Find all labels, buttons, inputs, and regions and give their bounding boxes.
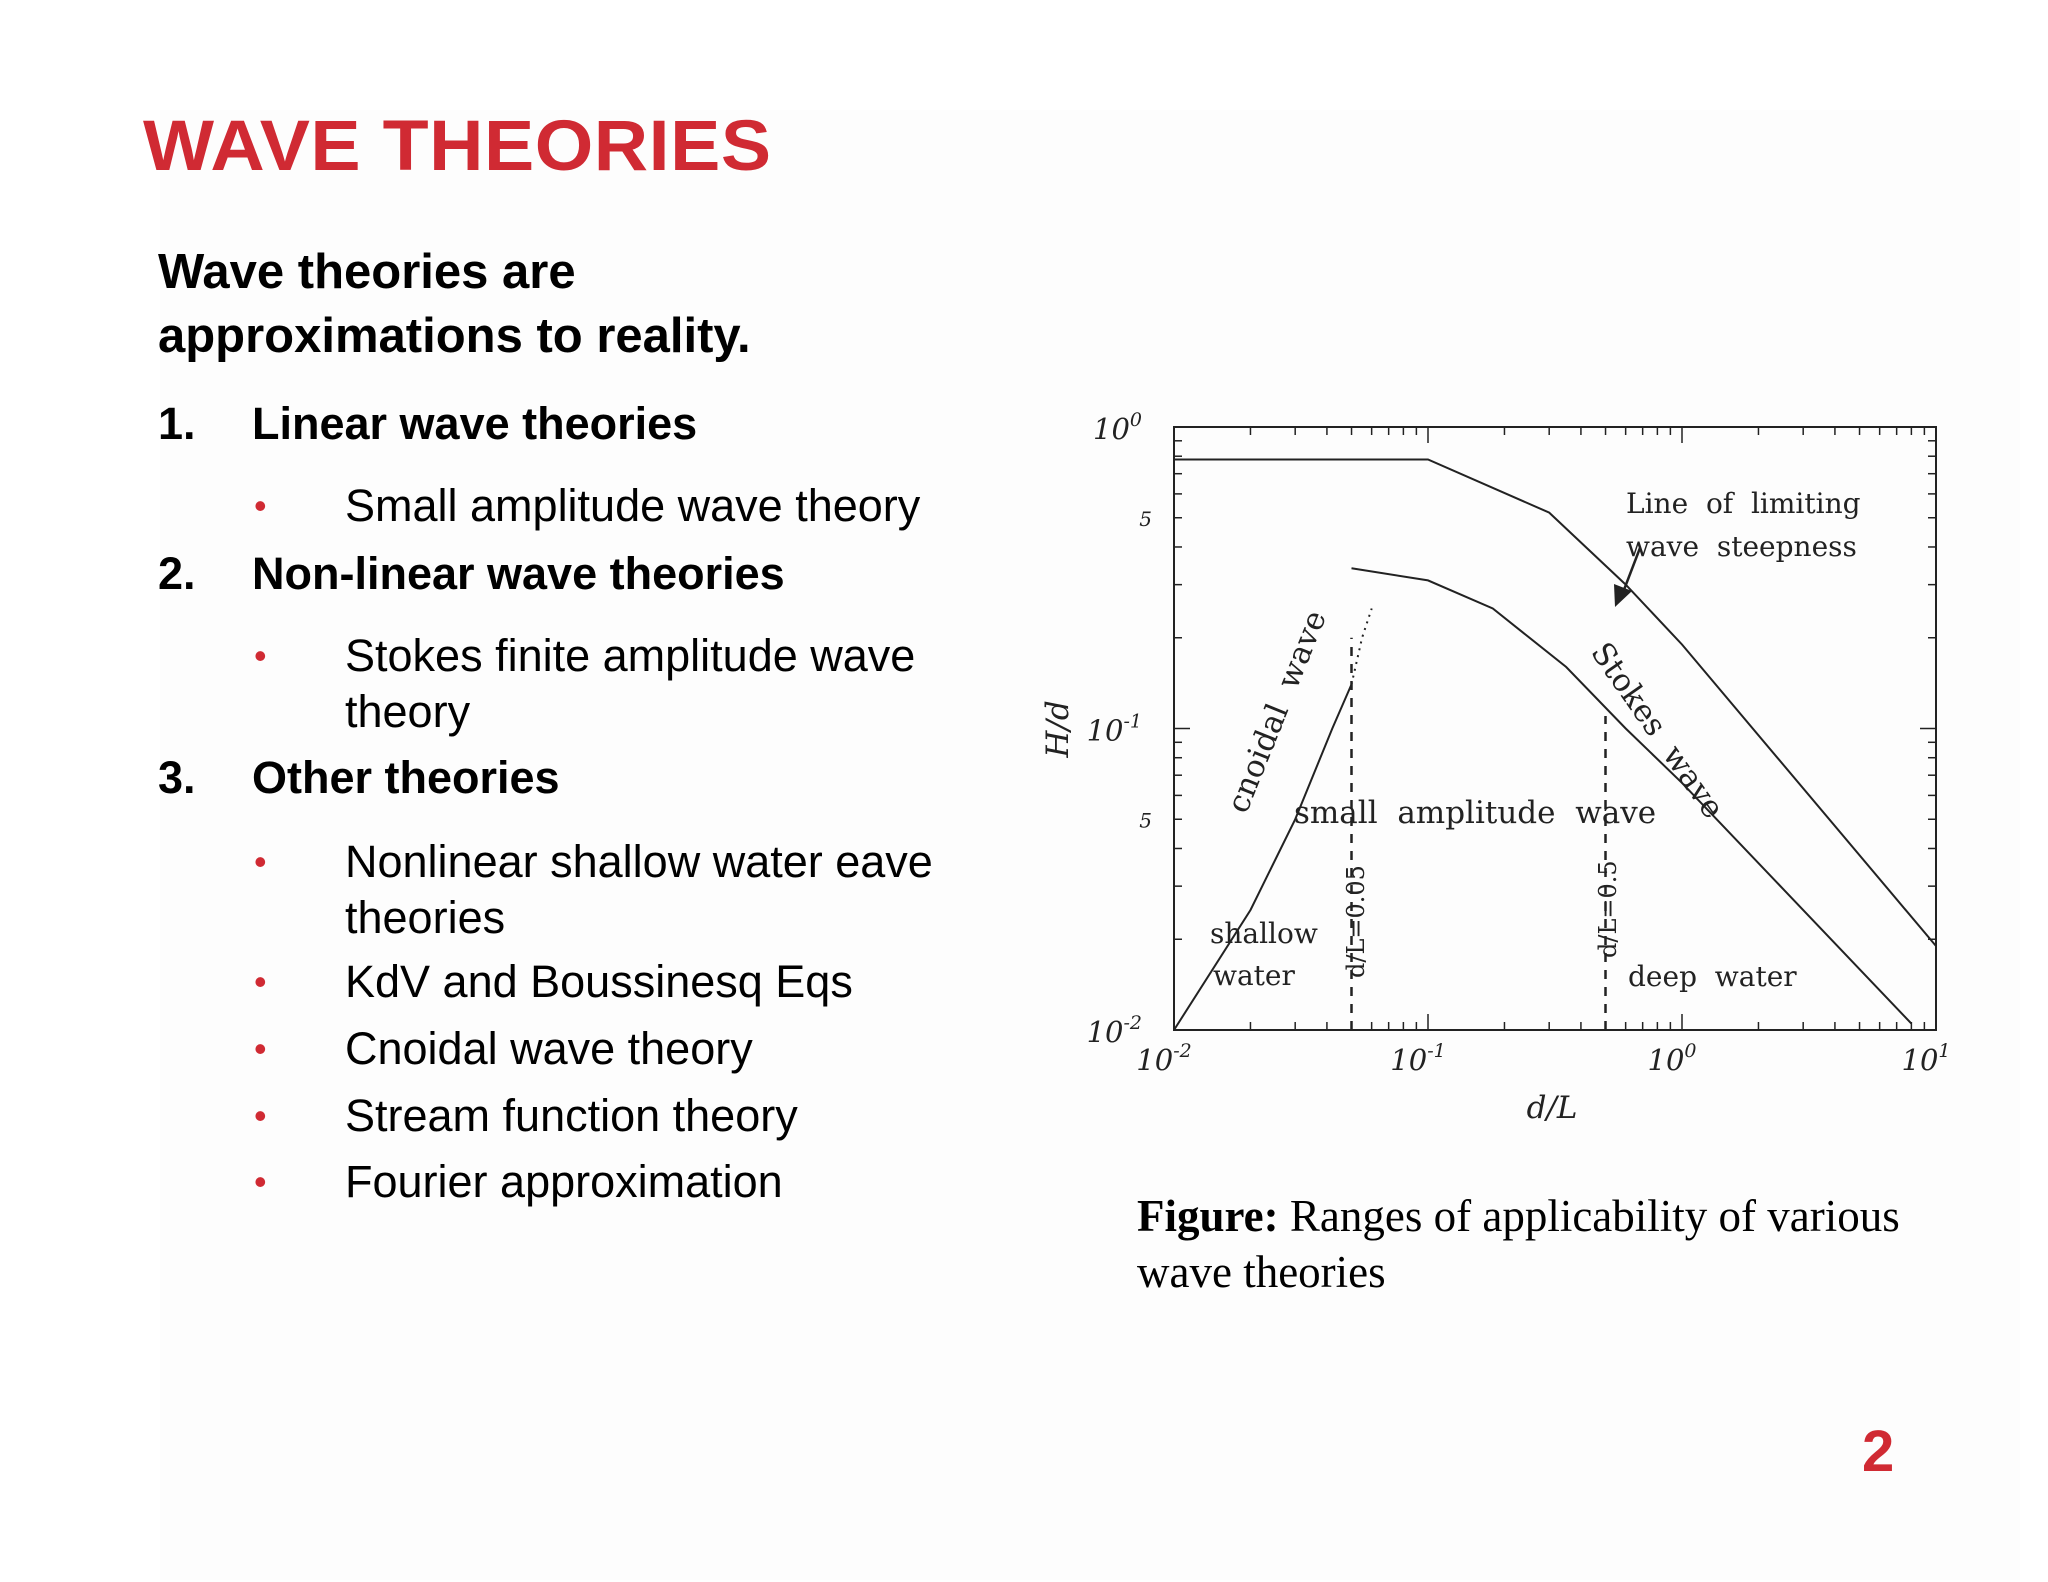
y-minor-tick-label: 5: [1139, 506, 1152, 531]
cnoidal-boundary-dotted: [1352, 609, 1372, 685]
figure-caption: [1137, 1188, 1957, 1300]
annotation-water: water: [1213, 959, 1295, 992]
x-tick-label: $10^1$: [1901, 1040, 1951, 1077]
bullet-text: theories: [345, 892, 506, 943]
bullet-text: Small amplitude wave theory: [345, 480, 921, 531]
y-tick-label: $10^{-2}$: [1086, 1012, 1142, 1049]
page-number: 2: [1862, 1419, 1895, 1484]
list-number: 1.: [158, 398, 196, 449]
intro-line-1: Wave theories are: [158, 245, 576, 299]
annotation-stokes-wave: Stokes wave: [1583, 635, 1732, 826]
annotation-small-amplitude: small amplitude wave: [1294, 795, 1657, 831]
y-minor-tick-label: 5: [1139, 808, 1152, 833]
annotation-cnoidal-wave: cnoidal wave: [1220, 605, 1334, 818]
bullet-text: theory: [345, 686, 471, 737]
bullet-text: Nonlinear shallow water eave: [345, 836, 933, 887]
bullet-text: Stream function theory: [345, 1090, 798, 1141]
caption-text: Ranges of applicability of various wave theories: [1137, 1191, 1900, 1297]
x-tick-label: $10^0$: [1647, 1040, 1697, 1077]
list-number: 2.: [158, 548, 196, 599]
list-label: Non-linear wave theories: [252, 548, 785, 599]
y-tick-label: $10^0$: [1093, 409, 1142, 446]
bullet-icon: •: [254, 485, 267, 526]
bullet-text: Fourier approximation: [345, 1156, 783, 1207]
list-label: Other theories: [252, 752, 560, 803]
bullet-icon: •: [254, 841, 267, 882]
annotation-dl-005: d/L=0.05: [1342, 865, 1370, 978]
bullet-icon: •: [254, 635, 267, 676]
x-axis-label: d/L: [1526, 1090, 1578, 1126]
slide-title: WAVE THEORIES: [143, 107, 772, 186]
annotation-limiting-line-1: Line of limiting: [1626, 487, 1861, 520]
annotation-deep-water: deep water: [1628, 960, 1797, 993]
bullet-icon: •: [254, 1028, 267, 1069]
y-axis-label: H/d: [1040, 700, 1076, 758]
list-label: Linear wave theories: [252, 398, 698, 449]
y-tick-label: $10^{-1}$: [1086, 710, 1142, 748]
x-tick-label: $10^{-1}$: [1390, 1040, 1446, 1077]
x-tick-label: $10^{-2}$: [1136, 1040, 1192, 1077]
annotation-limiting-line-2: wave steepness: [1626, 530, 1857, 563]
caption-label: Figure:: [1137, 1191, 1279, 1241]
annotation-shallow: shallow: [1210, 917, 1318, 950]
bullet-icon: •: [254, 1161, 267, 1202]
bullet-icon: •: [254, 961, 267, 1002]
annotation-dl-05: d/L=0.5: [1594, 860, 1622, 958]
bullet-text: Cnoidal wave theory: [345, 1023, 753, 1074]
bullet-text: KdV and Boussinesq Eqs: [345, 956, 853, 1007]
chart-labels: [1040, 409, 1951, 1126]
intro-line-2: approximations to reality.: [158, 309, 751, 363]
bullet-icon: •: [254, 1095, 267, 1136]
bullet-text: Stokes finite amplitude wave: [345, 630, 916, 681]
list-number: 3.: [158, 752, 196, 803]
